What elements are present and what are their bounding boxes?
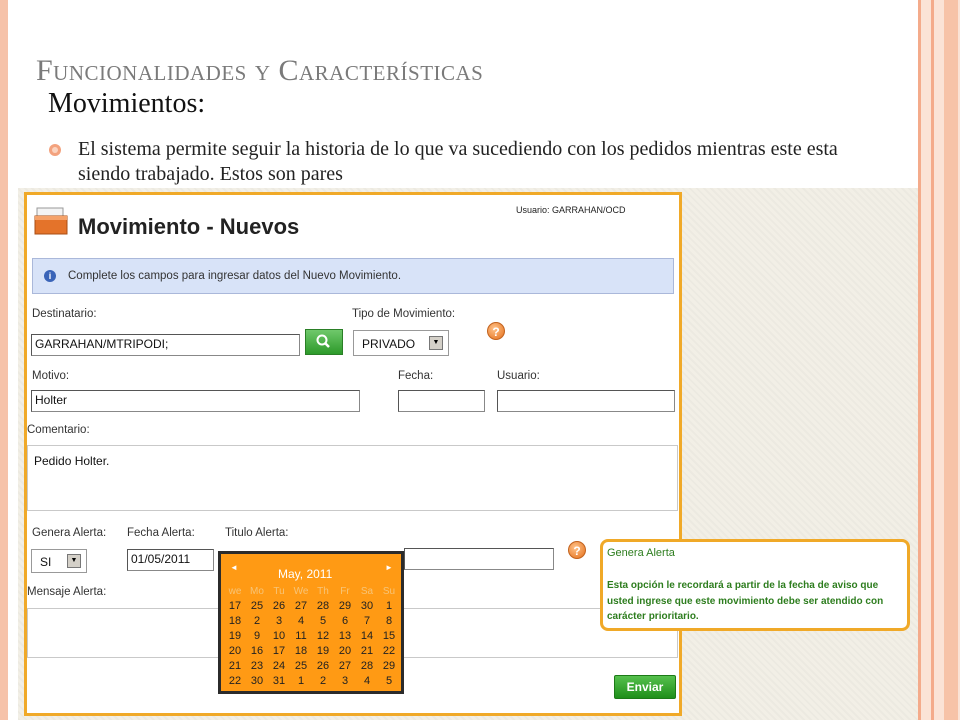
genera-alerta-select[interactable] — [31, 549, 87, 573]
calendar-weekday: We — [293, 586, 309, 597]
motivo-label: Motivo: — [32, 370, 70, 382]
calendar-week-number: 18 — [228, 615, 242, 627]
folder-icon — [34, 204, 68, 236]
fecha-alerta-input[interactable]: 01/05/2011 — [127, 549, 214, 571]
slide-title: Funcionalidades y Características — [36, 54, 484, 87]
calendar-week-row — [224, 629, 400, 644]
motivo-input[interactable]: Holter — [31, 390, 360, 412]
slide-right-stripes — [918, 0, 960, 720]
form-title: Movimiento - Nuevos — [78, 214, 300, 239]
calendar-day[interactable]: 26 — [272, 600, 286, 612]
calendar-month-label: May, 2011 — [278, 567, 333, 581]
search-icon — [306, 330, 342, 354]
calendar-day[interactable]: 19 — [316, 645, 330, 657]
fecha-label: Fecha: — [398, 370, 434, 382]
calendar-day[interactable]: 2 — [319, 675, 327, 687]
search-button[interactable] — [305, 329, 343, 355]
calendar-day[interactable]: 29 — [382, 660, 396, 672]
info-icon: i — [44, 270, 56, 282]
calendar-weekday: Sa — [360, 586, 374, 597]
calendar-day[interactable]: 11 — [295, 630, 307, 642]
stripe — [918, 0, 921, 720]
calendar-week-row — [224, 614, 400, 629]
calendar-day[interactable]: 24 — [272, 660, 286, 672]
calendar-day[interactable]: 8 — [385, 615, 393, 627]
calendar-week-number: 22 — [228, 675, 242, 687]
stripe — [931, 0, 934, 720]
calendar-day[interactable]: 17 — [272, 645, 286, 657]
calendar-day[interactable]: 28 — [360, 660, 374, 672]
prev-month-button[interactable]: ◄ — [230, 563, 238, 572]
next-month-button[interactable]: ► — [385, 563, 393, 572]
calendar-day[interactable]: 5 — [385, 675, 393, 687]
chevron-down-icon[interactable]: ▼ — [429, 336, 443, 350]
calendar-weekday: we — [228, 586, 242, 597]
calendar-week-row — [224, 659, 400, 674]
chevron-down-icon[interactable]: ▼ — [67, 554, 81, 568]
destinatario-label: Destinatario: — [32, 308, 97, 320]
tipo-movimiento-value: PRIVADO — [362, 337, 416, 351]
calendar-day[interactable]: 25 — [250, 600, 264, 612]
info-message: Complete los campos para ingresar datos del Nuevo Movimiento. — [68, 270, 402, 282]
calendar-day[interactable]: 15 — [382, 630, 396, 642]
tipo-movimiento-label: Tipo de Movimiento: — [352, 308, 456, 320]
calendar-weekday: Th — [317, 586, 329, 597]
destinatario-input[interactable]: GARRAHAN/MTRIPODI; — [31, 334, 300, 356]
calendar-day[interactable]: 22 — [382, 645, 396, 657]
titulo-alerta-input[interactable] — [404, 548, 554, 570]
stripe — [944, 0, 958, 720]
calendar-day[interactable]: 7 — [363, 615, 371, 627]
comentario-label: Comentario: — [27, 424, 90, 436]
slide-left-stripe — [0, 0, 8, 720]
help-icon[interactable]: ? — [487, 322, 505, 340]
slide-subtitle: Movimientos: — [48, 88, 206, 119]
calendar-day[interactable]: 1 — [297, 675, 305, 687]
calendar-week-row — [224, 644, 400, 659]
calendar-day[interactable]: 18 — [294, 645, 308, 657]
calendar-day[interactable]: 27 — [338, 660, 352, 672]
calendar-weekday: Mo — [250, 586, 264, 597]
calendar-day[interactable]: 23 — [250, 660, 264, 672]
usuario-input[interactable] — [497, 390, 675, 412]
comentario-textarea[interactable]: Pedido Holter. — [27, 445, 678, 511]
calendar-week-number: 20 — [228, 645, 242, 657]
calendar-day[interactable]: 20 — [338, 645, 352, 657]
send-button[interactable]: Enviar — [614, 675, 676, 699]
calendar-day[interactable]: 31 — [272, 675, 286, 687]
calendar-day[interactable]: 10 — [272, 630, 286, 642]
calendar-day[interactable]: 4 — [363, 675, 371, 687]
usuario-label: Usuario: — [497, 370, 540, 382]
calendar-weekday: Tu — [273, 586, 285, 597]
genera-alerta-value: SI — [40, 555, 52, 569]
genera-alerta-label: Genera Alerta: — [32, 527, 107, 539]
calendar-day[interactable]: 30 — [360, 600, 374, 612]
calendar-day[interactable]: 3 — [341, 675, 349, 687]
calendar-week-number: 21 — [228, 660, 242, 672]
calendar-day[interactable]: 14 — [360, 630, 374, 642]
bullet-icon — [49, 144, 61, 156]
calendar-day[interactable]: 13 — [338, 630, 352, 642]
calendar-day[interactable]: 30 — [250, 675, 264, 687]
calendar-day[interactable]: 26 — [316, 660, 330, 672]
calendar-week-row — [224, 599, 400, 614]
bullet-text: El sistema permite seguir la historia de lo que va sucediendo con los pedidos mientras este esta siendo trabajado. Estos son pares — [78, 138, 838, 185]
calendar-day[interactable]: 5 — [319, 615, 327, 627]
calendar-day[interactable]: 9 — [253, 630, 261, 642]
current-user-label: Usuario: GARRAHAN/OCD — [516, 205, 626, 215]
calendar-day[interactable]: 1 — [385, 600, 393, 612]
calendar-day[interactable]: 16 — [250, 645, 264, 657]
calendar-day[interactable]: 3 — [275, 615, 283, 627]
calendar-day[interactable]: 6 — [341, 615, 349, 627]
calendar-week-number: 19 — [228, 630, 242, 642]
calendar-weekday-row — [224, 584, 400, 599]
tipo-movimiento-select[interactable] — [353, 330, 449, 356]
titulo-alerta-label: Titulo Alerta: — [225, 527, 289, 539]
calendar-day[interactable]: 4 — [297, 615, 305, 627]
mensaje-alerta-label: Mensaje Alerta: — [27, 586, 107, 598]
tooltip-title: Genera Alerta — [607, 547, 675, 559]
calendar-day[interactable]: 27 — [294, 600, 308, 612]
tooltip-body: Esta opción le recordará a partir de la fecha de aviso que usted ingrese que este movimiento debe ser atendido con carácter prioritario. — [607, 580, 884, 622]
calendar-weekday: Su — [382, 586, 396, 597]
calendar-week-row — [224, 674, 400, 689]
fecha-input[interactable] — [398, 390, 485, 412]
calendar-week-number: 17 — [228, 600, 242, 612]
calendar-grid — [224, 584, 400, 689]
calendar-day[interactable]: 25 — [294, 660, 308, 672]
calendar-weekday: Fr — [340, 586, 350, 597]
help-icon[interactable]: ? — [568, 541, 586, 559]
calendar-day[interactable]: 12 — [316, 630, 330, 642]
calendar-day[interactable]: 29 — [338, 600, 352, 612]
calendar-day[interactable]: 21 — [360, 645, 374, 657]
calendar-day[interactable]: 28 — [316, 600, 330, 612]
calendar-day[interactable]: 2 — [253, 615, 261, 627]
fecha-alerta-label: Fecha Alerta: — [127, 527, 195, 539]
